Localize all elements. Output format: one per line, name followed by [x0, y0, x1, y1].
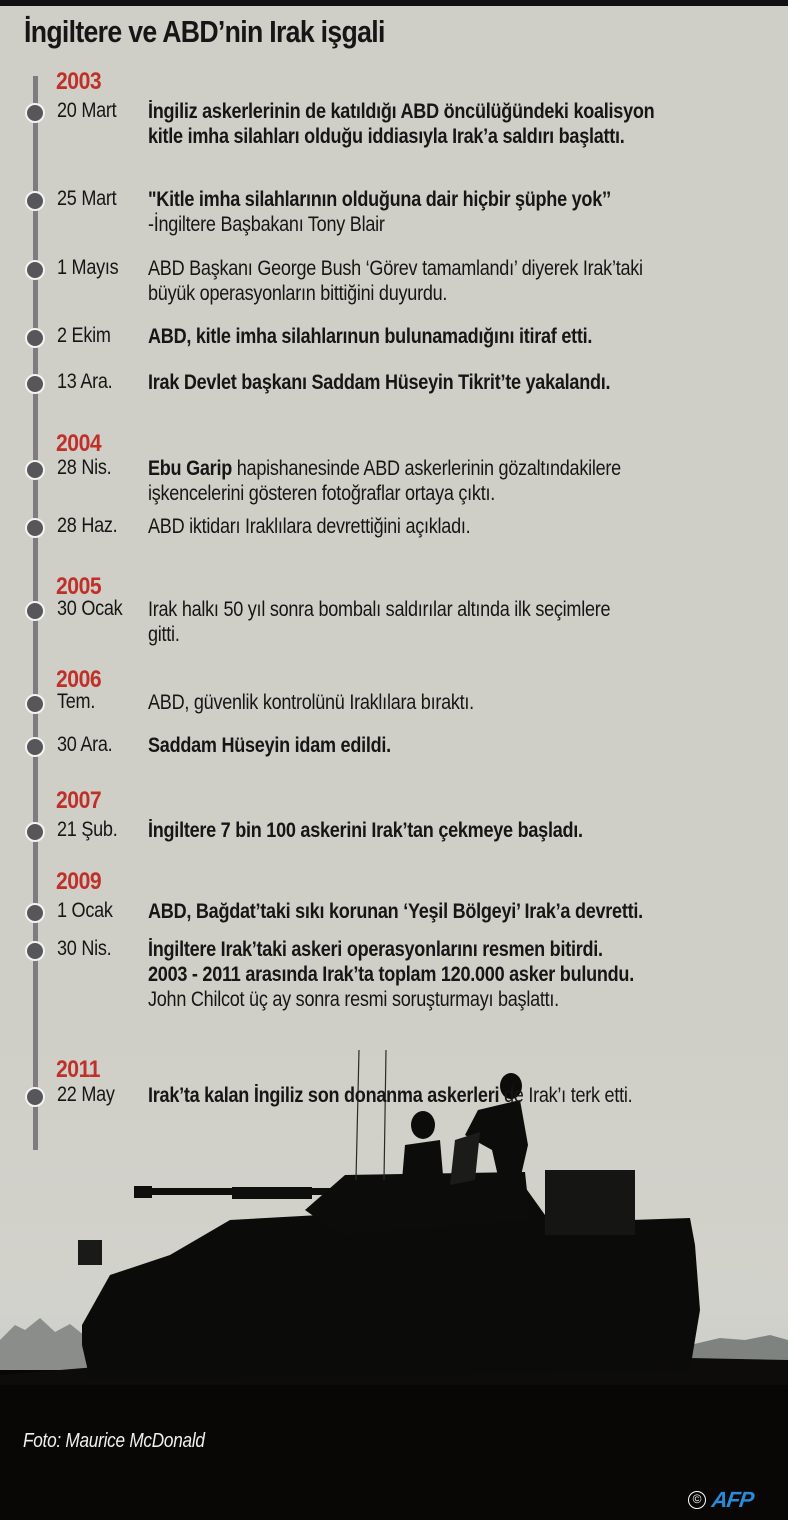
- description-line: [148, 622, 767, 647]
- timeline-dot-icon: [25, 103, 45, 123]
- bold-text: Ebu Garip: [148, 457, 232, 480]
- regular-text: John Chilcot üç ay sonra resmi soruşturmayı başlattı.: [148, 988, 559, 1011]
- description-line: [148, 281, 767, 306]
- description-line: [148, 899, 767, 924]
- event-description: [148, 187, 767, 237]
- regular-text: büyük operasyonların bittiğini duyurdu.: [148, 282, 448, 305]
- event-description: [148, 818, 767, 843]
- event-description: [148, 899, 767, 924]
- regular-text: gitti.: [148, 623, 180, 646]
- timeline-dot-icon: [25, 460, 45, 480]
- timeline-dot-icon: [25, 694, 45, 714]
- timeline-dot-icon: [25, 374, 45, 394]
- description-line: [148, 99, 767, 124]
- year-label: 2006: [56, 666, 102, 693]
- bold-text: İngiltere 7 bin 100 askerini Irak’tan çekmeye başladı.: [148, 819, 583, 842]
- event-description: [148, 733, 767, 758]
- bold-text: ABD, kitle imha silahlarınun bulunamadığını itiraf etti.: [148, 325, 593, 348]
- event-date: Tem.: [57, 690, 96, 713]
- regular-text: de Irak’ı terk etti.: [499, 1084, 633, 1107]
- event-date: 25 Mart: [57, 187, 117, 210]
- timeline-dot-icon: [25, 903, 45, 923]
- timeline-dot-icon: [25, 737, 45, 757]
- bold-text: İngiliz askerlerinin de katıldığı ABD öncülüğündeki koalisyon: [148, 100, 655, 123]
- description-line: [148, 690, 767, 715]
- event-date: 30 Nis.: [57, 937, 112, 960]
- regular-text: hapishanesinde ABD askerlerinin gözaltındakilere: [231, 457, 621, 480]
- page-title: İngiltere ve ABD’nin Irak işgali: [24, 14, 385, 49]
- timeline-dot-icon: [25, 601, 45, 621]
- event-description: [148, 690, 767, 715]
- timeline-dot-icon: [25, 941, 45, 961]
- description-line: [148, 514, 767, 539]
- event-date: 1 Mayıs: [57, 256, 119, 279]
- bold-text: ABD, Bağdat’taki sıkı korunan ‘Yeşil Bölgeyi’ Irak’a devretti.: [148, 900, 643, 923]
- regular-text: ABD iktidarı Iraklılara devrettiğini açıkladı.: [148, 515, 471, 538]
- timeline-dot-icon: [25, 260, 45, 280]
- description-line: [148, 597, 767, 622]
- year-label: 2004: [56, 430, 102, 457]
- bold-text: Irak’ta kalan İngiliz son donanma askerleri: [148, 1084, 500, 1107]
- bold-text: kitle imha silahları olduğu iddiasıyla Irak’a saldırı başlattı.: [148, 125, 625, 148]
- event-description: [148, 370, 767, 395]
- top-bar: [0, 0, 788, 6]
- photo-credit: Foto: Maurice McDonald: [23, 1430, 205, 1452]
- description-line: [148, 456, 767, 481]
- event-date: 28 Haz.: [57, 514, 118, 537]
- description-line: [148, 818, 767, 843]
- regular-text: ABD Başkanı George Bush ‘Görev tamamlandı’ diyerek Irak’taki: [148, 257, 643, 280]
- bold-text: Irak Devlet başkanı Saddam Hüseyin Tikrit’te yakalandı.: [148, 371, 611, 394]
- copyright-icon: ©: [688, 1491, 706, 1509]
- event-date: 22 May: [57, 1083, 115, 1106]
- bold-text: 2003 - 2011 arasında Irak’ta toplam 120.000 asker bulundu.: [148, 963, 634, 986]
- event-description: [148, 324, 767, 349]
- timeline-dot-icon: [25, 328, 45, 348]
- regular-text: -İngiltere Başbakanı Tony Blair: [148, 213, 385, 236]
- description-line: [148, 370, 767, 395]
- regular-text: Irak halkı 50 yıl sonra bombalı saldırılar altında ilk seçimlere: [148, 598, 611, 621]
- year-label: 2003: [56, 68, 102, 95]
- description-line: [148, 187, 767, 212]
- event-description: [148, 597, 767, 647]
- regular-text: işkencelerini gösteren fotoğraflar ortaya çıktı.: [148, 482, 495, 505]
- year-label: 2009: [56, 868, 102, 895]
- description-line: [148, 212, 767, 237]
- event-date: 30 Ocak: [57, 597, 123, 620]
- description-line: [148, 937, 767, 962]
- bold-text: Saddam Hüseyin idam edildi.: [148, 734, 391, 757]
- event-description: [148, 514, 767, 539]
- event-date: 21 Şub.: [57, 818, 118, 841]
- timeline-dot-icon: [25, 822, 45, 842]
- afp-logo: AFP: [710, 1487, 755, 1512]
- description-line: [148, 481, 767, 506]
- bold-text: İngiltere Irak’taki askeri operasyonlarını resmen bitirdi.: [148, 938, 603, 961]
- description-line: [148, 256, 767, 281]
- event-date: 13 Ara.: [57, 370, 113, 393]
- description-line: [148, 733, 767, 758]
- year-label: 2011: [56, 1056, 101, 1083]
- event-description: [148, 1083, 767, 1108]
- description-line: [148, 962, 767, 987]
- event-date: 30 Ara.: [57, 733, 113, 756]
- regular-text: ABD, güvenlik kontrolünü Iraklılara bıraktı.: [148, 691, 474, 714]
- description-line: [148, 1083, 767, 1108]
- year-label: 2005: [56, 573, 102, 600]
- year-label: 2007: [56, 787, 102, 814]
- description-line: [148, 124, 767, 149]
- bold-text: "Kitle imha silahlarının olduğuna dair hiçbir şüphe yok’’: [148, 188, 611, 211]
- event-date: 20 Mart: [57, 99, 117, 122]
- event-description: [148, 937, 767, 1012]
- timeline-dot-icon: [25, 518, 45, 538]
- event-date: 28 Nis.: [57, 456, 112, 479]
- description-line: [148, 987, 767, 1012]
- timeline-dot-icon: [25, 1087, 45, 1107]
- event-description: [148, 99, 767, 149]
- timeline-dot-icon: [25, 191, 45, 211]
- event-date: 2 Ekim: [57, 324, 111, 347]
- event-description: [148, 256, 767, 306]
- event-description: [148, 456, 767, 506]
- event-date: 1 Ocak: [57, 899, 113, 922]
- description-line: [148, 324, 767, 349]
- afp-copyright: [688, 1487, 753, 1513]
